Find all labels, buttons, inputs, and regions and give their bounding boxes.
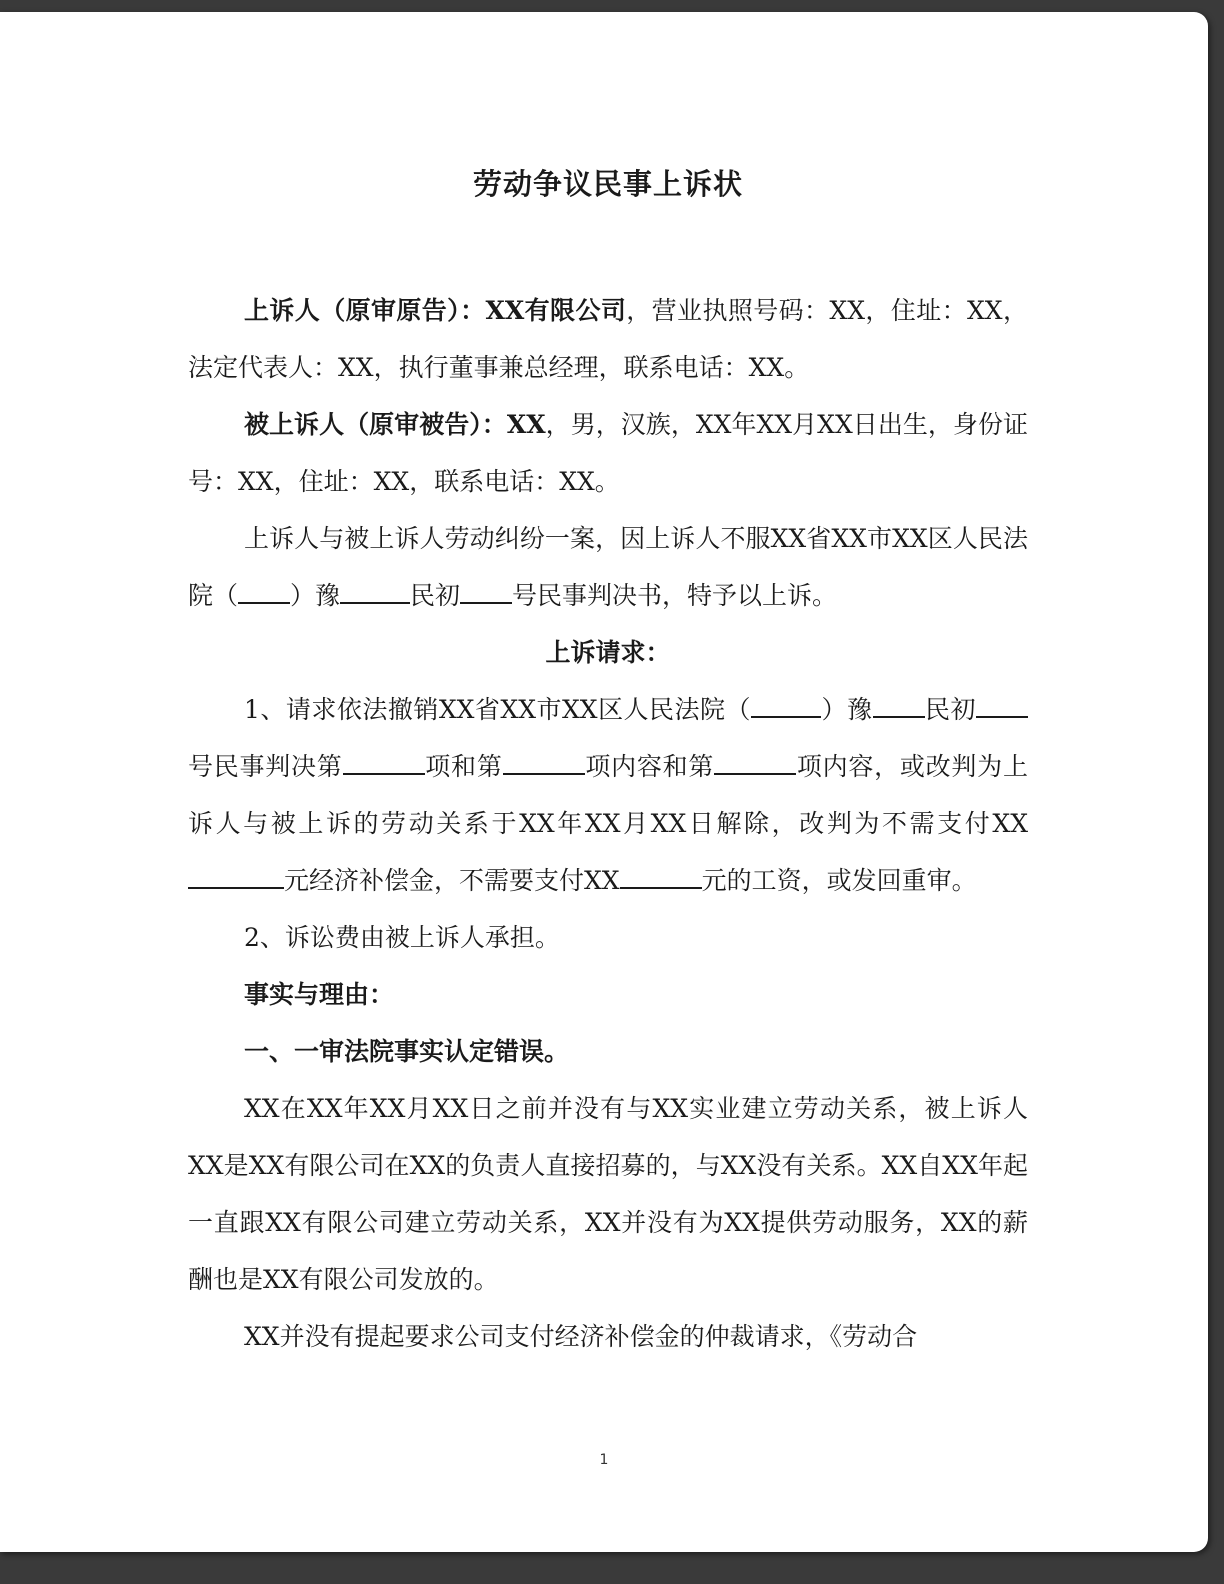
request-1-text-5: 项和第 (424, 752, 503, 781)
appellee-paragraph (188, 396, 1028, 510)
intro-text-4: 号民事判决书，特予以上诉。 (512, 581, 838, 610)
blank-line (460, 580, 512, 604)
blank-line (238, 580, 290, 604)
request-1-text-7: 项内容，或改判为上诉人与被上诉的劳动关系于XX年XX月XX日解除，改判为不需支付XX (188, 752, 1028, 838)
blank-line (343, 751, 425, 775)
blank-line (620, 865, 702, 889)
request-2-paragraph: 2、诉讼费由被上诉人承担。 (244, 923, 560, 952)
intro-text-1: 上诉人与被上诉人劳动纠纷一案，因上诉人不服XX省XX市XX区人民法院（ (188, 524, 1028, 610)
appellee-details: ，男，汉族，XX年XX月XX日出生，身份证号：XX，住址：XX，联系电话：XX。 (188, 410, 1028, 496)
request-1-text-6: 项内容和第 (584, 752, 715, 781)
facts-heading: 事实与理由： (244, 980, 395, 1009)
requests-heading: 上诉请求： (545, 638, 671, 667)
intro-text-3: 民初 (410, 581, 461, 610)
blank-line (751, 694, 821, 718)
blank-line (976, 694, 1028, 718)
appellant-name: XX有限公司 (485, 296, 627, 325)
blank-line (188, 865, 284, 889)
intro-paragraph (188, 510, 1028, 624)
blank-line (873, 694, 925, 718)
document-title: 劳动争议民事上诉状 (472, 167, 743, 201)
request-1-text-8: 元经济补偿金，不需要支付XX (284, 866, 620, 895)
request-1-text-1: 1、请求依法撤销XX省XX市XX区人民法院（ (244, 695, 752, 724)
section-1-paragraph-1: XX在XX年XX月XX日之前并没有与XX实业建立劳动关系，被上诉人XX是XX有限公司在XX的负责人直接招募的，与XX没有关系。XX自XX年起一直跟XX有限公司建立劳动关系，XX并没有为XX提供劳动服务，XX的薪酬也是XX有限公司发放的。 (188, 1094, 1028, 1294)
intro-text-2: ）豫 (290, 581, 341, 610)
appellee-name: XX (506, 410, 546, 439)
blank-line (714, 751, 796, 775)
request-1-text-4: 号民事判决第 (188, 752, 343, 781)
request-1-text-2: ）豫 (821, 695, 873, 724)
blank-line (340, 580, 410, 604)
blank-line (503, 751, 585, 775)
appellant-label: 上诉人（原审原告）： (244, 296, 486, 325)
request-1-paragraph (188, 681, 1028, 909)
section-1-paragraph-2: XX并没有提起要求公司支付经济补偿金的仲裁请求，《劳动合 (244, 1322, 918, 1351)
request-1-text-3: 民初 (924, 695, 976, 724)
document-page (0, 12, 1208, 1552)
appellant-paragraph (188, 282, 1028, 396)
page-number: 1 (599, 1452, 609, 1468)
section-1-heading: 一、一审法院事实认定错误。 (244, 1037, 570, 1066)
appellee-label: 被上诉人（原审被告）： (244, 410, 507, 439)
request-1-text-9: 元的工资，或发回重审。 (701, 866, 977, 895)
document-body (188, 162, 1028, 1365)
appellant-details: ，营业执照号码：XX，住址：XX，法定代表人：XX，执行董事兼总经理，联系电话：XX。 (188, 296, 1028, 382)
